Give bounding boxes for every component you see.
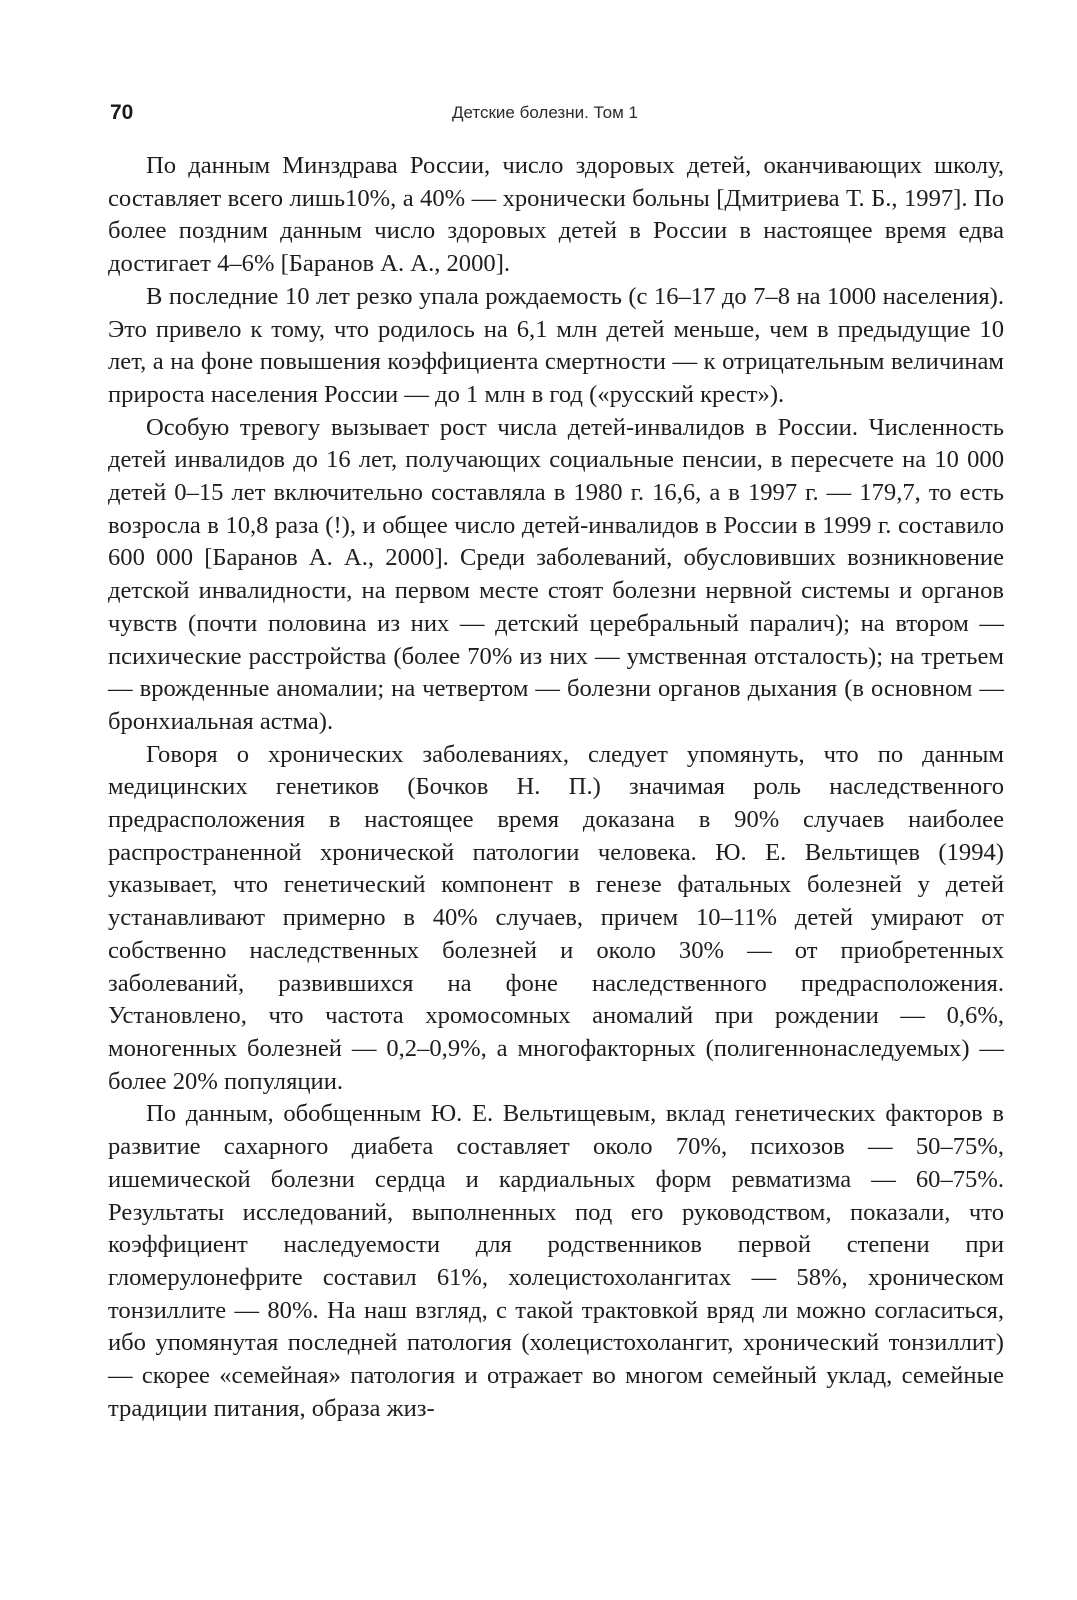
running-title: Детские болезни. Том 1 — [452, 103, 638, 122]
paragraph: По данным, обобщенным Ю. Е. Вельтищевым, вклад генетических факторов в развитие сахарного диабета составляет около 70%, психозов — 50–75%, ишемической болезни сердца и кардиальных форм ревматизма — 60–75%. Результаты исследований, выполненных под его руководством, показали, что коэффициент наследуемости для родственников первой степени при гломерулонефрите составил 61%, холецистохолангитах — 58%, хроническом тонзиллите — 80%. На наш взгляд, с такой трактовкой вряд ли можно согласиться, ибо упомянутая последней патология (холецистохолангит, хронический тонзиллит) — скорее «семейная» патология и отражает во многом семейный уклад, семейные традиции питания, образа жиз- — [108, 1100, 1004, 1422]
paragraph: В последние 10 лет резко упала рождаемость (с 16–17 до 7–8 на 1000 населения). Это привело к тому, что родилось на 6,1 млн детей меньше, чем в предыдущие 10 лет, а на фоне повышения коэффициента смертности — к отрицательным величинам прироста населения России — до 1 млн в год («русский крест»). — [108, 282, 1004, 408]
page-header — [110, 101, 1002, 131]
body-text — [108, 150, 1004, 1425]
paragraph: Особую тревогу вызывает рост числа детей-инвалидов в России. Численность детей инвалидов до 16 лет, получающих социальные пенсии, в пересчете на 10 000 детей 0–15 лет включительно составляла в 1980 г. 16,6, а в 1997 г. — 179,7, то есть возросла в 10,8 раза (!), и общее число детей-инвалидов в России в 1999 г. составило 600 000 [Баранов А. А., 2000]. Среди заболеваний, обусловивших возникновение детской инвалидности, на первом месте стоят болезни нервной системы и органов чувств (почти половина из них — детский церебральный паралич); на втором — психические расстройства (более 70% из них — умственная отсталость); на третьем — врожденные аномалии; на четвертом — болезни органов дыхания (в основном — бронхиальная астма). — [108, 413, 1004, 735]
page-number: 70 — [110, 101, 134, 124]
paragraph: По данным Минздрава России, число здоровых детей, оканчивающих школу, составляет всего лишь10%, а 40% — хронически больны [Дмитриева Т. Б., 1997]. По более поздним данным число здоровых детей в России в настоящее время едва достигает 4–6% [Баранов А. А., 2000]. — [108, 152, 1004, 278]
paragraph: Говоря о хронических заболеваниях, следует упомянуть, что по данным медицинских генетиков (Бочков Н. П.) значимая роль наследственного предрасположения в настоящее время доказана в 90% случаев наиболее распространенной хронической патологии человека. Ю. Е. Вельтищев (1994) указывает, что генетический компонент в генезе фатальных болезней у детей устанавливают примерно в 40% случаев, причем 10–11% детей умирают от собственно наследственных болезней и около 30% — от приобретенных заболеваний, развившихся на фоне наследственного предрасположения. Установлено, что частота хромосомных аномалий при рождении — 0,6%, моногенных болезней — 0,2–0,9%, а многофакторных (полигеннонаследуемых) — более 20% популяции. — [108, 740, 1004, 1095]
